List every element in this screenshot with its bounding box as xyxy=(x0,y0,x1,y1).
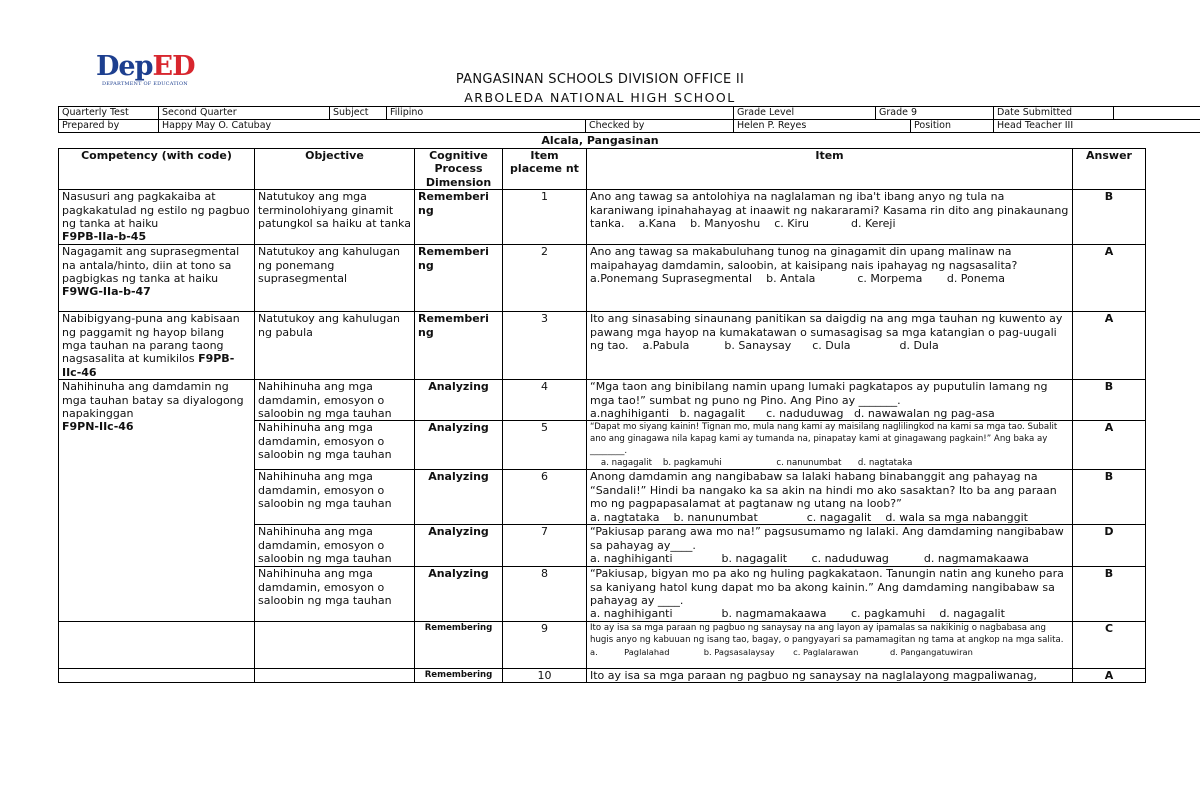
item-placement-header: Item placeme nt xyxy=(503,149,587,190)
answer-cell: B xyxy=(1073,190,1146,245)
competency-header: Competency (with code) xyxy=(59,149,255,190)
item-header: Item xyxy=(587,149,1073,190)
answer-cell: A xyxy=(1073,668,1146,682)
competency-cell xyxy=(59,621,255,668)
quarterly-test-label: Quarterly Test xyxy=(59,107,159,120)
competency-code: F9PB-IIa-b-45 xyxy=(62,230,147,244)
cognitive-cell: Rememberi ng xyxy=(415,312,503,380)
position-value: Head Teacher III xyxy=(994,120,1200,133)
cognitive-cell: Analyzing xyxy=(415,421,503,470)
objective-header: Objective xyxy=(255,149,415,190)
answer-cell: B xyxy=(1073,380,1146,421)
table-row xyxy=(59,190,1146,245)
item-number-cell: 2 xyxy=(503,245,587,312)
objective-cell: Natutukoy ang kahulugan ng pabula xyxy=(255,312,415,380)
table-of-specifications xyxy=(58,148,1146,683)
info-row-1 xyxy=(59,107,1200,120)
objective-cell: Nahihinuha ang mga damdamin, emosyon o saloobin ng mga tauhan xyxy=(255,525,415,567)
options: a. naghihiganti b. nagagalit c. naduduwag d. nagmamakaawa xyxy=(590,551,1029,565)
item-number-cell: 3 xyxy=(503,312,587,380)
cognitive-cell: Analyzing xyxy=(415,567,503,622)
objective-cell: Nahihinuha ang mga damdamin, emosyon o saloobin ng mga tauhan xyxy=(255,421,415,470)
date-submitted-value xyxy=(1114,107,1200,120)
item-number-cell: 1 xyxy=(503,190,587,245)
logo-subtitle: DEPARTMENT OF EDUCATION xyxy=(102,81,188,87)
options: a. Paglalahad b. Pagsasalaysay c. Paglalarawan d. Pangangatuwiran xyxy=(590,646,973,657)
checked-by-label: Checked by xyxy=(586,120,734,133)
objective-cell xyxy=(255,621,415,668)
competency-cell: Nahihinuha ang damdamin ng mga tauhan batay sa diyalogong napakinggan F9PN-IIc-46 xyxy=(59,380,255,621)
answer-cell: A xyxy=(1073,245,1146,312)
answer-cell: B xyxy=(1073,470,1146,525)
school-location: Alcala, Pangasinan xyxy=(541,134,659,147)
item-number-cell: 10 xyxy=(503,668,587,682)
cognitive-cell: Remembering xyxy=(415,621,503,668)
objective-cell: Nahihinuha ang mga damdamin, emosyon o saloobin ng mga tauhan xyxy=(255,470,415,525)
competency-code: F9PB-IIc-46 xyxy=(62,352,235,379)
question-cell: “Pakiusap, bigyan mo pa ako ng huling pagkakataon. Tanungin natin ang kuneho para sa kaniyang hatol kung dapat mo ba akong kainin.” Ang damdaming nangibabaw sa pahayag ay ____. a. naghihiganti b. nagmamakaawa c. pagkamuhi d. nagagalit xyxy=(587,567,1073,622)
item-number-cell: 9 xyxy=(503,621,587,668)
options: a. nagagalit b. pagkamuhi c. nanunumbat d. nagtataka xyxy=(590,458,913,469)
item-number-cell: 5 xyxy=(503,421,587,470)
options: a.Ponemang Suprasegmental b. Antala c. Morpema d. Ponema xyxy=(590,272,1005,286)
test-info-table xyxy=(58,106,1200,133)
grade-level-label: Grade Level xyxy=(734,107,876,120)
competency-cell: Nasusuri ang pagkakaiba at pagkakatulad ng estilo ng pagbuo ng tanka at haiku F9PB-IIa-b-45 xyxy=(59,190,255,245)
competency-cell: Nagagamit ang suprasegmental na antala/hinto, diin at tono sa pagbigkas ng tanka at haiku F9WG-IIa-b-47 xyxy=(59,245,255,312)
options: a. nagtataka b. nanunumbat c. nagagalit d. wala sa mga nabanggit xyxy=(590,510,1028,524)
objective-cell: Natutukoy ang mga terminolohiyang ginamit patungkol sa haiku at tanka xyxy=(255,190,415,245)
item-number-cell: 6 xyxy=(503,470,587,525)
cognitive-cell: Analyzing xyxy=(415,525,503,567)
objective-cell xyxy=(255,668,415,682)
cognitive-cell: Analyzing xyxy=(415,380,503,421)
table-row xyxy=(59,668,1146,682)
prepared-by-value: Happy May O. Catubay xyxy=(159,120,586,133)
division-office-title: PANGASINAN SCHOOLS DIVISION OFFICE II xyxy=(455,72,745,87)
question-cell: Ano ang tawag sa antolohiya na naglalaman ng iba't ibang anyo ng tula na karaniwang ipinahahayag at inaawit ng nakararami? Kasama rin dito ang pinakaunang tanka. a.Kana b. Manyoshu c. Kiru d. Kereji xyxy=(587,190,1073,245)
question-cell: Ito ay isa sa mga paraan ng pagbuo ng sanaysay na ang layon ay ipamalas sa nakikinig o nagbabasa ang hugis anyo ng kabuuan ng isang tao, bagay, o pangyayari sa pamamagitan ng tama at angkop na mga salita. a. Paglalahad b. Pagsasalaysay c. Paglalarawan d. Pangangatuwiran xyxy=(587,621,1073,668)
objective-cell: Nahihinuha ang mga damdamin, emosyon o saloobin ng mga tauhan xyxy=(255,380,415,421)
objective-cell: Natutukoy ang kahulugan ng ponemang suprasegmental xyxy=(255,245,415,312)
date-submitted-label: Date Submitted xyxy=(994,107,1114,120)
prepared-by-label: Prepared by xyxy=(59,120,159,133)
table-header-row xyxy=(59,149,1146,190)
question-cell: “Mga taon ang binibilang namin upang lumaki pagkatapos ay puputulin lamang ng mga tao!” sumbat ng puno ng Pino. Ang Pino ay _______. a.naghihiganti b. nagagalit c. naduduwag d. nawawalan ng pag-asa xyxy=(587,380,1073,421)
answer-header: Answer xyxy=(1073,149,1146,190)
options: a.naghihiganti b. nagagalit c. naduduwag d. nawawalan ng pag-asa xyxy=(590,407,995,421)
item-number-cell: 7 xyxy=(503,525,587,567)
table-row xyxy=(59,245,1146,312)
question-cell: “Pakiusap parang awa mo na!” pagsusumamo ng lalaki. Ang damdaming nangibabaw sa pahayag ay____. a. naghihiganti b. nagagalit c. naduduwag d. nagmamakaawa xyxy=(587,525,1073,567)
quarter-value: Second Quarter xyxy=(159,107,330,120)
competency-cell xyxy=(59,668,255,682)
subject-label: Subject xyxy=(330,107,387,120)
school-name: ARBOLEDA NATIONAL HIGH SCHOOL xyxy=(464,90,736,105)
question-cell: Ito ang sinasabing sinaunang panitikan sa daigdig na ang mga tauhan ng kuwento ay pawang mga hayop na kumakatawan o sumasagisag sa mga katangian o pag-uugali ng tao. a.Pabula b. Sanaysay c. Dula d. Dula xyxy=(587,312,1073,380)
table-row xyxy=(59,312,1146,380)
item-number-cell: 4 xyxy=(503,380,587,421)
competency-cell: Nabibigyang-puna ang kabisaan ng paggamit ng hayop bilang mga tauhan na parang taong nagsasalita at kumikilos F9PB-IIc-46 xyxy=(59,312,255,380)
answer-cell: B xyxy=(1073,567,1146,622)
answer-cell: D xyxy=(1073,525,1146,567)
question-cell: “Dapat mo siyang kainin! Tignan mo, mula nang kami ay maisilang naglilingkod na kami sa mga tao. Subalit ano ang ginagawa nila kapag kami ay tumanda na, pinapatay kami at ginagawang pagkain!” Ang baka ay ________. a. nagagalit b. pagkamuhi c. nanunumbat d. nagtataka xyxy=(587,421,1073,470)
question-cell: Anong damdamin ang nangibabaw sa lalaki habang binabanggit ang pahayag na “Sandali!” Hindi ba nangako ka sa akin na hindi mo ako sasaktan? Ito ba ang paraan mo ng pagpapasalamat at pagtanaw ng utang na loob?” a. nagtataka b. nanunumbat c. nagagalit d. wala sa mga nabanggit xyxy=(587,470,1073,525)
position-label: Position xyxy=(911,120,994,133)
objective-cell: Nahihinuha ang mga damdamin, emosyon o saloobin ng mga tauhan xyxy=(255,567,415,622)
cognitive-header: Cognitive Process Dimension xyxy=(415,149,503,190)
table-row xyxy=(59,380,1146,421)
cognitive-cell: Remembering xyxy=(415,668,503,682)
cognitive-cell: Rememberi ng xyxy=(415,190,503,245)
competency-code: F9WG-IIa-b-47 xyxy=(62,285,151,299)
subject-value: Filipino xyxy=(387,107,734,120)
answer-cell: A xyxy=(1073,421,1146,470)
cognitive-cell: Rememberi ng xyxy=(415,245,503,312)
item-number-cell: 8 xyxy=(503,567,587,622)
cognitive-cell: Analyzing xyxy=(415,470,503,525)
competency-code: F9PN-IIc-46 xyxy=(62,420,134,434)
answer-cell: A xyxy=(1073,312,1146,380)
checked-by-value: Helen P. Reyes xyxy=(734,120,911,133)
table-row xyxy=(59,621,1146,668)
options: a. naghihiganti b. nagmamakaawa c. pagkamuhi d. nagagalit xyxy=(590,607,1005,621)
answer-cell: C xyxy=(1073,621,1146,668)
options: a.Pabula b. Sanaysay c. Dula d. Dula xyxy=(628,339,939,353)
grade-value: Grade 9 xyxy=(876,107,994,120)
question-cell: Ito ay isa sa mga paraan ng pagbuo ng sanaysay na naglalayong magpaliwanag, xyxy=(587,668,1073,682)
info-row-2 xyxy=(59,120,1200,133)
options: a.Kana b. Manyoshu c. Kiru d. Kereji xyxy=(624,217,896,231)
question-cell: Ano ang tawag sa makabuluhang tunog na ginagamit din upang malinaw na maipahayag damdamin, saloobin, at kaisipang nais ipahayag ng nagsasalita? a.Ponemang Suprasegmental b. Antala c. Morpema d. Ponema xyxy=(587,245,1073,312)
logo-wordmark: DepED xyxy=(96,51,195,82)
